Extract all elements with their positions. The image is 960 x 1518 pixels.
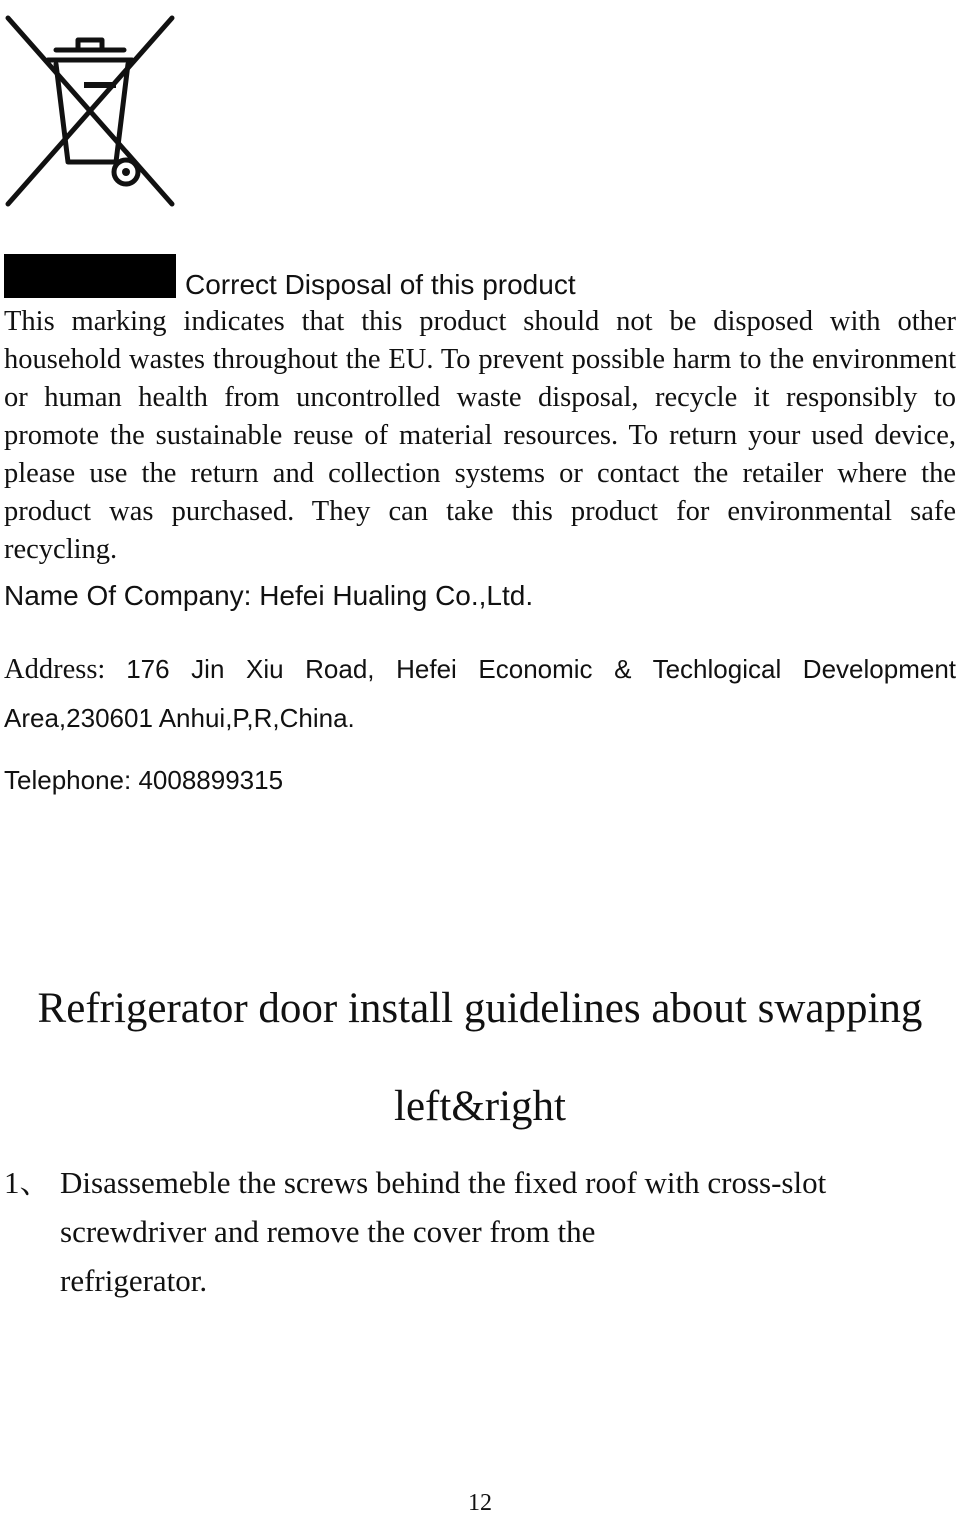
page-number: 12: [468, 1490, 492, 1516]
step-text-line: refrigerator.: [60, 1263, 208, 1298]
company-telephone: Telephone: 4008899315: [4, 765, 284, 795]
disposal-heading: Correct Disposal of this product: [185, 269, 576, 300]
crossed-out-wheelie-bin-icon: [4, 12, 176, 208]
step-number: 1、: [4, 1165, 51, 1200]
step-text: [60, 1158, 920, 1305]
company-name: Name Of Company: Hefei Hualing Co.,Ltd.: [4, 580, 534, 611]
address-value: 176 Jin Xiu Road, Hefei Economic & Techlogical Development Area,230601 Anhui,P,R,China.: [4, 654, 957, 733]
black-redaction-bar: [4, 254, 176, 298]
address-label: Address:: [4, 654, 106, 685]
company-address: [4, 645, 956, 743]
step-text-line: Disassemeble the screws behind the fixed roof with cross-slot: [60, 1165, 827, 1200]
guide-title-line-1: Refrigerator door install guidelines about swapping: [37, 985, 923, 1032]
disposal-body-text: This marking indicates that this product should not be disposed with other household wastes throughout the EU. To prevent possible harm to the environment or human health from uncontrolled waste disposal, recycle it responsibly to promote the sustainable reuse of material resources. To return your used device, please use the return and collection systems or contact the retailer where the product was purchased. They can take this product for environmental safe recycling.: [4, 306, 956, 565]
guide-title-line-2: left&right: [394, 1083, 566, 1130]
step-text-line: screwdriver and remove the cover from the: [60, 1214, 596, 1249]
disposal-heading-row: [4, 254, 944, 298]
